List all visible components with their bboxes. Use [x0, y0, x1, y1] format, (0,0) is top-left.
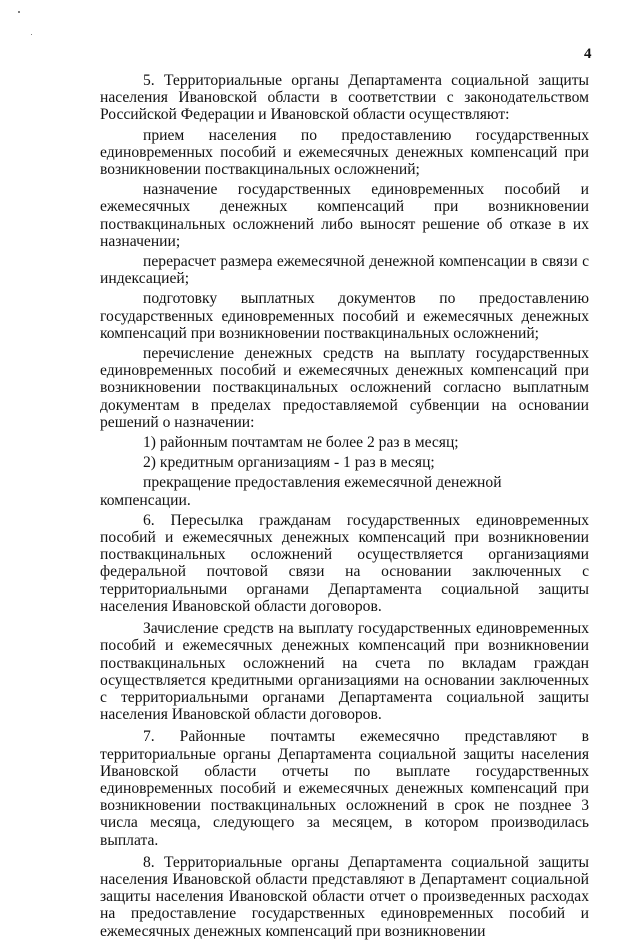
paragraph-7: 7. Районные почтамты ежемесячно представляют в территориальные органы Департамента социальной защиты населения Ивановской области отчеты по выплате государственных единовременных пособий и ежемесячных денежных компенсаций при возникновении поствакцинальных осложнений в срок не позднее 3 числа месяца, следующего за месяцем, в котором производилась выплата.: [100, 728, 589, 849]
paragraph-crediting: Зачисление средств на выплату государственных единовременных пособий и ежемесячных денежных компенсаций при возникновении поствакцинальных осложнений на счета по вкладам граждан осуществляется кредитными организациями на основании заключенных с территориальными органами Департамента социальной защиты населения Ивановской области договоров.: [100, 620, 589, 724]
document-body: [100, 72, 589, 940]
paragraph-assignment: назначение государственных единовременных пособий и ежемесячных денежных компенсаций при возникновении поствакцинальных осложнений либо выносят решение об отказе в их назначении;: [100, 181, 589, 250]
scan-speck: [18, 11, 20, 13]
paragraph-transfer: перечисление денежных средств на выплату государственных единовременных пособий и ежемесячных денежных компенсаций при возникновении поствакцинальных осложнений согласно выплатным документам в пределах предоставляемой субвенции на основании решений о назначении:: [100, 345, 589, 431]
page-number: 4: [584, 46, 592, 62]
paragraph-6: 6. Пересылка гражданам государственных единовременных пособий и ежемесячных денежных компенсаций при возникновении поствакцинальных осложнений осуществляется организациями федеральной почтовой связи на основании заключенных с территориальными органами Департамента социальной защиты населения Ивановской области договоров.: [100, 511, 589, 615]
scan-speck: [31, 34, 32, 35]
paragraph-reception: прием населения по предоставлению государственных единовременных пособий и ежемесячных денежных компенсаций при возникновении поствакцинальных осложнений;: [100, 126, 589, 179]
paragraph-5-intro: 5. Территориальные органы Департамента социальной защиты населения Ивановской области в соответствии с законодательством Российской Федерации и Ивановской области осуществляют:: [100, 72, 589, 124]
paragraph-preparation: подготовку выплатных документов по предоставлению государственных единовременных пособий и ежемесячных денежных компенсаций при возникновении поствакцинальных осложнений;: [100, 290, 589, 342]
paragraph-termination: прекращение предоставления ежемесячной денежной компенсации.: [100, 474, 502, 509]
list-item-2: 2) кредитным организациям - 1 раз в месяц;: [143, 454, 435, 472]
paragraph-8: 8. Территориальные органы Департамента социальной защиты населения Ивановской области представляют в Департамент социальной защиты населения Ивановской области отчет о произведенных расходах на предоставление государственных единовременных пособий и ежемесячных денежных компенсаций при возникновении: [100, 853, 589, 940]
list-item-1: 1) районным почтамтам не более 2 раз в месяц;: [143, 434, 459, 452]
paragraph-recalculation: перерасчет размера ежемесячной денежной компенсации в связи с индексацией;: [100, 253, 589, 288]
